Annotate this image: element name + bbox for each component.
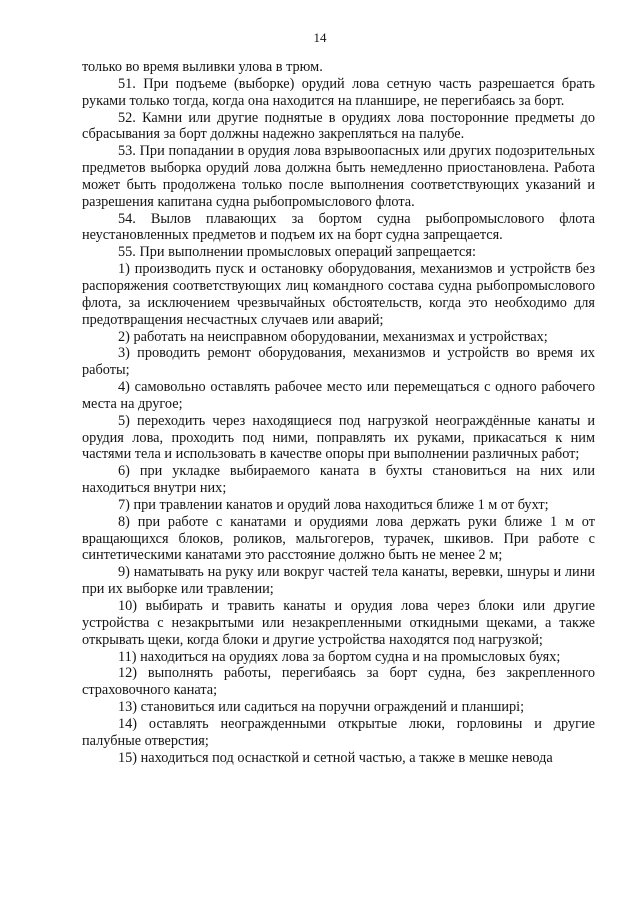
paragraph-54: 54. Вылов плавающих за бортом судна рыбопромыслового флота неустановленных предметов и подъем их на борт судна запрещается.	[82, 210, 595, 244]
list-item-4: 4) самовольно оставлять рабочее место или перемещаться с одного рабочего места на другое;	[82, 379, 595, 412]
list-item-9: 9) наматывать на руку или вокруг частей тела канаты, веревки, шнуры и лини при их выборке или травлении;	[82, 564, 595, 598]
list-item-15: 15) находиться под оснасткой и сетной частью, а также в мешке невода	[118, 749, 553, 766]
list-item-1: 1) производить пуск и остановку оборудования, механизмов и устройств без распоряжения соответствующих лиц командного состава судна рыбопромыслового флота, за исключением чрезвычайных обстоятельств, когда это необходимо для предотвращения несчастных случаев или аварий;	[82, 261, 595, 328]
list-item-14: 14) оставлять неогражденными открытые люки, горловины и другие палубные отверстия;	[82, 715, 595, 749]
list-item-10: 10) выбирать и травить канаты и орудия лова через блоки или другие устройства с незакрытыми или незакрепленными откидными щеками, а также открывать щеки, когда блоки и другие устройства находятся под нагрузкой;	[82, 598, 595, 648]
page-number: 14	[313, 30, 327, 45]
list-item-12: 12) выполнять работы, перегибаясь за борт судна, без закрепленного страховочного каната;	[82, 665, 595, 699]
list-item-11: 11) находиться на орудиях лова за бортом судна и на промысловых буях;	[118, 648, 561, 665]
paragraph-51: 51. При подъеме (выборке) орудий лова сетную часть разрешается брать руками только тогда, когда она находится на планшире, не перегибаясь за борт.	[82, 75, 595, 109]
list-item-13: 13) становиться или садиться на поручни ограждений и планширі;	[118, 699, 525, 716]
list-item-2: 2) работать на неисправном оборудовании, механизмах и устройствах;	[118, 328, 548, 345]
list-item-7: 7) при травлении канатов и орудий лова находиться ближе 1 м от бухт;	[118, 496, 549, 513]
list-item-8: 8) при работе с канатами и орудиями лова держать руки ближе 1 м от вращающихся блоков, роликов, мальгогеров, турачек, шкивов. При работе с синтетическими канатами это расстояние должно быть не менее 2 м;	[82, 513, 595, 564]
document-body	[82, 59, 595, 766]
list-item-5: 5) переходить через находящиеся под нагрузкой неограждённые канаты и орудия лова, проходить под ними, поправлять их руками, прикасаться к ним частями тела и использовать в качестве опоры при выполнении различных работ;	[82, 412, 595, 463]
list-item-3: 3) проводить ремонт оборудования, механизмов и устройств во время их работы;	[82, 345, 595, 379]
paragraph-52: 52. Камни или другие поднятые в орудиях лова посторонние предметы до сбрасывания за борт должны надежно закрепляться на палубе.	[82, 109, 595, 143]
paragraph-55: 55. При выполнении промысловых операций запрещается:	[118, 244, 476, 261]
paragraph-53: 53. При попадании в орудия лова взрывоопасных или других подозрительных предметов выборка орудий лова должна быть немедленно приостановлена. Работа может быть продолжена только после выполнения соответствующих указаний и разрешения капитана судна рыбопромыслового флота.	[82, 143, 595, 210]
paragraph-continuation: только во время выливки улова в трюм.	[82, 59, 323, 75]
list-item-6: 6) при укладке выбираемого каната в бухты становиться на них или находиться внутри них;	[82, 463, 595, 497]
